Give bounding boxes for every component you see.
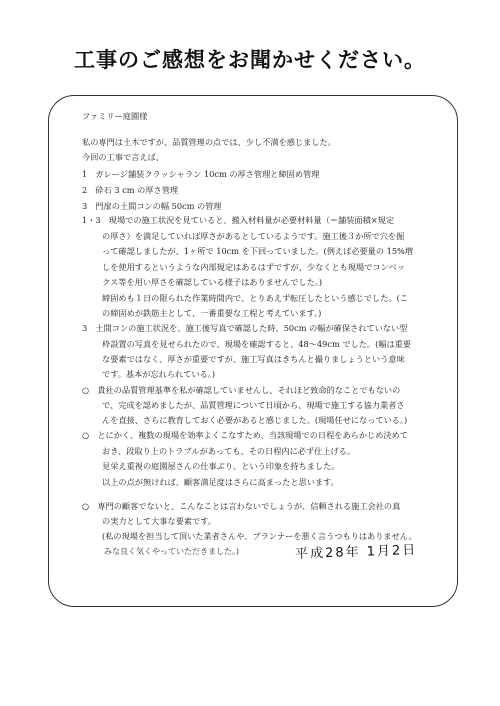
comment-1-line-1: ○ 貴社の品質管理基準を私が確認していませんし、それほど致命的なことでもないの [82, 385, 401, 395]
handwritten-note: みな良く気くやっていただきました。) [104, 547, 240, 556]
addressee: ファミリー庭園様 [82, 111, 148, 121]
handwritten-date: 平成28年 1月2日 [294, 542, 418, 563]
comment-1-line-2: で、完成を認めましたが、品質管理について日頃から、現場で施工する協力業者さ [102, 400, 405, 410]
para-13-line-4: しを使用するというような内部規定はあるはずですが、少なくとも現場でコンベッ [102, 262, 406, 272]
para-13-line-7: の締固めが鉄筋主として、一番重要な工程と考えています。) [102, 308, 322, 318]
para-3-line-2: 枠設置の写真を見せられたので、現場を確認すると、48～49cm でした。(幅は重要 [102, 339, 412, 349]
comment-2-line-1: ○ とにかく、複数の現場を効率よくこなすため、当該現場での日程をあらかじめ決めて [82, 430, 408, 440]
comment-3-line-3: (私の現場を担当して頂いた業者さんや、プランナーを悪く言うつもりはありません。 [102, 531, 417, 541]
para-13-line-6: 締固めも１日の限られた作業時間内で、とりあえず転圧したという感じでした。(こ [102, 293, 408, 303]
comment-2-line-4: 以上の点が無ければ、顧客満足度はさらに高まったと思います。 [102, 477, 339, 487]
item-3: 3 門扉の土間コンの幅 50cm の管理 [82, 201, 222, 211]
comment-2-line-3: 見栄え重視の庭園屋さんの仕事ぶり、という印象を持ちました。 [102, 461, 340, 471]
comment-3-line-2: の実力として大事な要素です。 [102, 516, 216, 526]
para-13-line-5: クス等を用い厚さを確認している様子はありませんでした。) [102, 277, 323, 287]
para-3-line-1: 3 土間コンの施工状況を、施工後写真で確認した時、50cm の幅が確保されていない型 [82, 323, 408, 333]
para-3-line-4: です。基本が忘れられている。) [102, 369, 216, 379]
item-2: 2 砕石 3 cm の厚さ管理 [82, 185, 179, 195]
form-title: 工事のご感想をお聞かせください。 [74, 48, 426, 72]
para-3-line-3: な要素ではなく、厚さが重要ですが、施工写真はきちんと撮りましょうという意味 [102, 354, 405, 364]
intro-line-2: 今回の工事で言えば、 [82, 152, 164, 162]
para-13-line-1: 1・3 現場での施工状況を見ていると、搬入材料量が必要材料量（＝舗装面積×規定 [82, 215, 395, 225]
comment-2-line-2: おき、段取り上のトラブルがあっても、その日程内に必ず仕上げる。 [102, 446, 356, 456]
comment-3-line-1: ○ 専門の顧客でないと、こんなことは言わないでしょうが、信頼される施工会社の真 [82, 501, 401, 511]
para-13-line-2: の厚さ）を満足していれば厚さがあるとしているようです。施工後３か所で穴を掘 [102, 231, 405, 241]
comment-1-line-3: んを直接、さらに教育しておく必要があると感じました。(現場任せになっている。) [102, 415, 408, 425]
item-1: 1 ガレージ舗装クラッシャラン 10cm の厚さ管理と締固め管理 [82, 169, 320, 179]
intro-line-1: 私の専門は土木ですが、品質管理の点では、少し不満を感じました。 [82, 137, 336, 147]
para-13-line-3: って確認しましたが、1ヶ所で 10cm を下回っていました。(例えば必要量の 15%増 [102, 246, 413, 256]
